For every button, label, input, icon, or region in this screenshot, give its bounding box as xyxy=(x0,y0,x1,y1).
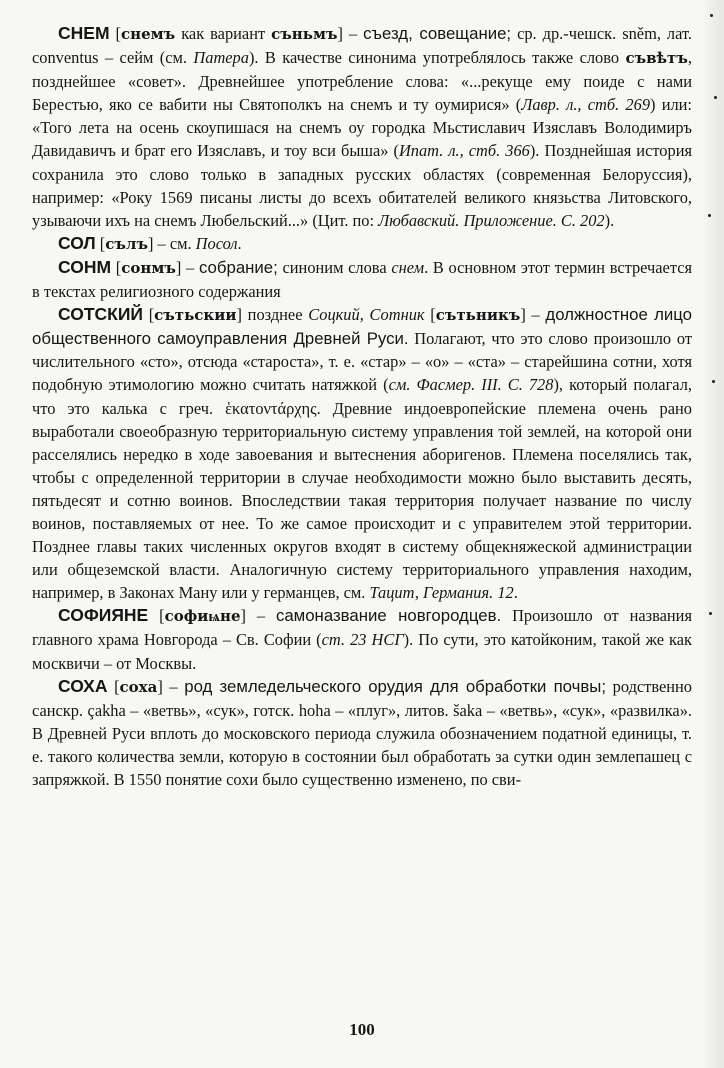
old-russian-form: соха xyxy=(119,677,158,696)
old-russian-form: сътьскии xyxy=(154,306,237,325)
variant-forms: Соцкий, Сотник xyxy=(308,305,425,325)
citation: Тацит, Германия. 12 xyxy=(369,583,514,603)
citation: Любавский. Приложение. С. 202 xyxy=(378,210,605,230)
entry-snem: СНЕМ [снемъ как вариант съньмъ] – съезд, совещание; ср. др.-чешск. sněm, лат. conventus – сейм (см. Патера). В качестве синонима употреблялось также слово съвѣтъ, позднейшее «совет». Древнейшее употребление слова: «...рекуще ему поиде с нами Берестью, яко се вабити ны Святополкъ на снемъ и ту оумирися» (Лавр. л., стб. 269) или: «Того лета на осень скоупишася на снемъ оу городка Мьстиславич Изяславъ Володимиръ Давидавичъ и брат его Изяславъ, и тоу вси быша» (Ипат. л., стб. 366). Позднейшая история сохранила это слово только в западных русских областях (современная Белоруссия), например: «Року 1569 писаны листы до всехъ обитателей великого князьства Литовского, узываючи ихъ на снемъ Любельский...» (Цит. по: Любавский. Приложение. С. 202). xyxy=(32,23,692,230)
entry-sotskiy: СОТСКИЙ [сътьскии] позднее Соцкий, Сотник [сътьникъ] – должностное лицо общественного самоуправления Древней Руси. Полагают, что это слово произошло от числительного «сто», отсюда «староста», т. е. «стар» – «о» – «ста» – старейшина сотни, хотя подобную этимологию можно считать натяжкой (см. Фасмер. III. С. 728), который полагал, что это калька с греч. ἑκατοντάρχης. Древние индоевропейские племена очень рано выработали своеобразную территориальную систему управления той землей, на которой они расселялись нередко в ходе завоевания и вытеснения аборигенов. Племена поселялись так, чтобы с определенной территории в случае необходимости можно было выставить десять, пятьдесят и сотню воинов. Впоследствии такая территория получает название по числу воинов, поставляемых от нее. То же самое происходит и с управителем этой территории. Позднее главы таких численных округов входят в систему общекняжеской администрации или общеземской власти. Аналогичную систему территориального управления находим, например, в Законах Ману или у германцев, см. Тацит, Германия. 12. xyxy=(32,304,692,603)
definition: самоназвание новгородцев. xyxy=(275,606,502,626)
citation: Патера xyxy=(193,48,249,68)
old-russian-form: снемъ xyxy=(121,25,176,43)
old-russian-form: сонмъ xyxy=(121,258,176,277)
old-russian-form: съньмъ xyxy=(271,25,338,43)
page-number: 100 xyxy=(349,1020,375,1039)
citation: Ипат. л., стб. 366 xyxy=(398,141,530,161)
headword: СНЕМ xyxy=(58,23,110,43)
citation: Лавр. л., стб. 269 xyxy=(521,95,651,115)
definition: собрание; xyxy=(198,257,278,277)
headword: СОЛ xyxy=(58,232,96,253)
dictionary-text xyxy=(32,22,692,791)
headword: СОФИЯНЕ xyxy=(58,605,149,626)
old-russian-form: сълъ xyxy=(105,234,148,253)
entry-sol: СОЛ [сълъ] – см. Посол. xyxy=(58,232,242,253)
entry-sokha: СОХА [соха] – род земледельческого орудия для обработки почвы; родственно санскр. çakha – «ветвь», «сук», готск. hoha – «плуг», литов. šaka – «ветвь», «сук», «развилка». В Древней Руси вплоть до московского периода служила обозначением податной единицы, т. е. такого количества земли, которую в состоянии был обработать за сутки один землепашец с запряжкой. В 1550 понятие сохи было существенно изменено, по сви- xyxy=(32,675,692,789)
entry-sofiyane: СОФИЯНЕ [софиѩне] – самоназвание новгородцев. Произошло от названия главного храма Новгорода – Св. Софии (ст. 23 НСГ). По сути, это катойконим, такой же как москвичи – от Москвы. xyxy=(32,605,693,673)
entry-sonm: СОНМ [сонмъ] – собрание; синоним слова снем. В основном этот термин встречается в текстах религиозного содержания xyxy=(32,256,693,302)
headword: СОТСКИЙ xyxy=(58,304,143,325)
definition: род земледельческого орудия для обработки почвы; xyxy=(184,676,607,696)
citation: ст. 23 НСГ xyxy=(321,630,404,650)
old-russian-form: съвѣтъ xyxy=(625,49,688,68)
headword: СОХА xyxy=(58,675,108,696)
page-edge-shadow xyxy=(702,0,724,1068)
old-russian-form: софиѩне xyxy=(164,607,241,626)
headword: СОНМ xyxy=(58,256,112,277)
citation: см. Фасмер. III. С. 728 xyxy=(388,375,554,395)
cross-reference: снем xyxy=(391,257,425,277)
definition: должностное лицо общественного самоуправления Древней Руси. xyxy=(32,305,692,349)
old-russian-form: сътьникъ xyxy=(435,306,521,325)
definition: съезд, совещание; xyxy=(363,24,512,43)
cross-reference: Посол xyxy=(195,233,238,253)
